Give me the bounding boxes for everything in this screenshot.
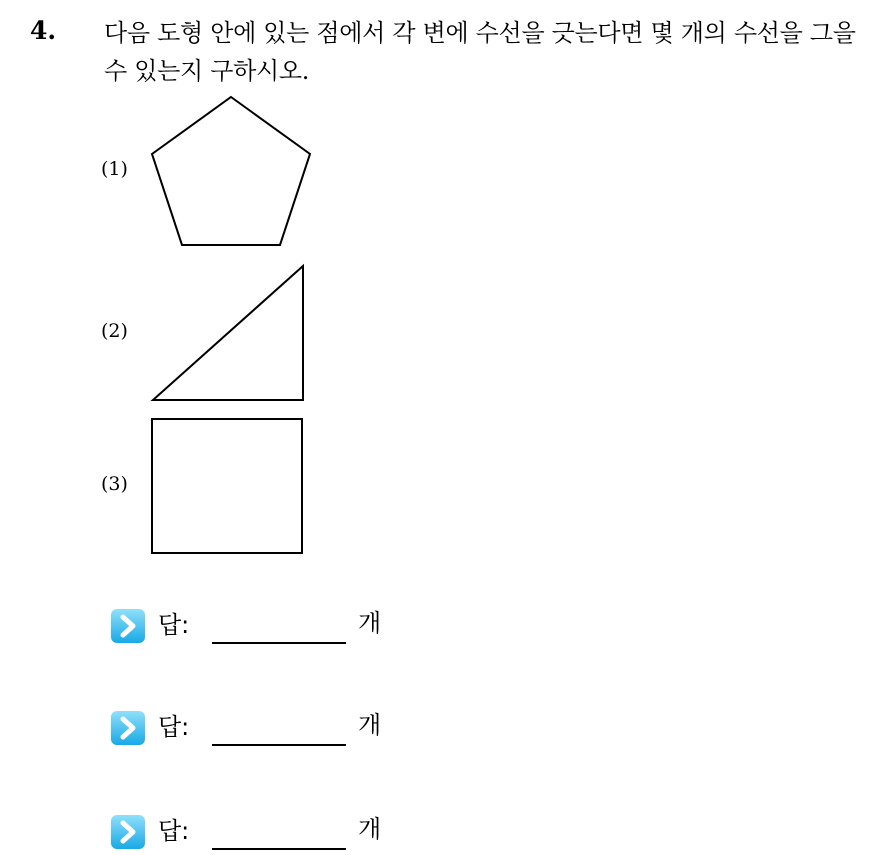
triangle-shape <box>153 266 303 400</box>
chevron-right-icon <box>110 814 146 850</box>
chevron-right-icon <box>110 608 146 644</box>
question-number: 4. <box>30 16 57 45</box>
answer-row-2 <box>110 710 410 746</box>
answer-row-3 <box>110 814 410 850</box>
answer-blank-2[interactable] <box>212 744 346 746</box>
triangle-figure <box>150 264 306 402</box>
rectangle-figure <box>150 417 304 555</box>
rectangle-shape <box>152 419 302 553</box>
answer-blank-3[interactable] <box>212 848 346 850</box>
answer-unit: 개 <box>358 815 382 843</box>
figure-label-1: (1) <box>101 158 128 180</box>
answer-blank-1[interactable] <box>212 642 346 644</box>
answer-label: 답: <box>158 713 190 741</box>
answer-label: 답: <box>158 817 190 845</box>
question-text: 다음 도형 안에 있는 점에서 각 변에 수선을 긋는다면 몇 개의 수선을 그을 수 있는지 구하시오. <box>104 19 856 85</box>
answer-unit: 개 <box>358 711 382 739</box>
answer-unit: 개 <box>358 609 382 637</box>
figure-label-3: (3) <box>101 473 128 495</box>
pentagon-figure <box>150 95 312 248</box>
chevron-right-icon <box>110 710 146 746</box>
pentagon-shape <box>152 97 310 245</box>
figure-label-2: (2) <box>101 320 128 342</box>
answer-row-1 <box>110 608 410 644</box>
answer-label: 답: <box>158 611 190 639</box>
